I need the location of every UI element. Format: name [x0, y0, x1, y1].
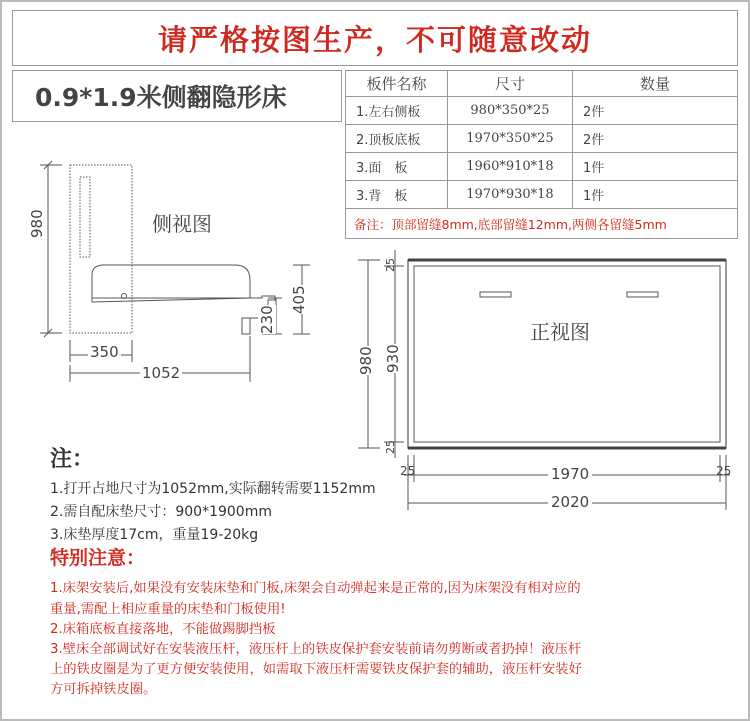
part-size: 1970*350*25: [448, 125, 573, 153]
part-size: 980*350*25: [448, 97, 573, 125]
side-dim-open: 1052: [142, 364, 181, 382]
special-line: 2.床箱底板直接落地，不能做踢脚挡板: [50, 622, 276, 637]
special-line: 方可拆掉铁皮圈。: [50, 682, 157, 697]
note-line: 3.床垫厚度17cm，重量19-20kg: [50, 527, 259, 543]
note-line: 2.需自配床垫尺寸：900*1900mm: [50, 504, 272, 520]
front-dim-right-gap: 25: [716, 464, 732, 478]
part-qty: 2件: [573, 125, 738, 153]
special-line: 上的铁皮圈是为了更方便安装使用，如需取下液压杆需要铁皮保护套的辅助，液压杆安装好: [50, 662, 582, 677]
special-title: 特别注意：: [50, 547, 146, 569]
header-size: 尺寸: [448, 71, 573, 97]
header-name: 板件名称: [346, 71, 448, 97]
part-qty: 1件: [573, 153, 738, 181]
part-size: 1960*910*18: [448, 153, 573, 181]
front-dim-top-gap: 25: [384, 258, 397, 272]
note-line: 1.打开占地尺寸为1052mm,实际翻转需要1152mm: [50, 481, 376, 497]
special-line: 重量,需配上相应重量的床垫和门板使用!: [50, 602, 286, 617]
front-dim-outer-width: 2020: [548, 493, 592, 511]
part-qty: 2件: [573, 97, 738, 125]
front-dim-outer-height: 980: [357, 346, 375, 375]
side-dim-bed-height: 405: [290, 285, 308, 314]
notes-section: [50, 442, 94, 473]
side-dim-height: 980: [28, 209, 46, 238]
part-name: 2.顶板底板: [346, 125, 448, 153]
table-remark: 备注：顶部留缝8mm,底部留缝12mm,两侧各留缝5mm: [346, 209, 738, 239]
front-dim-left-gap: 25: [400, 464, 416, 478]
model-title: 0.9*1.9米侧翻隐形床: [12, 70, 342, 122]
front-dim-inner-height: 930: [384, 344, 402, 373]
header-qty: 数量: [573, 71, 738, 97]
front-dim-inner-width: 1970: [548, 465, 592, 483]
side-view-label: 侧视图: [152, 212, 212, 236]
part-name: 1.左右侧板: [346, 97, 448, 125]
part-name: 3.面 板: [346, 153, 448, 181]
front-dim-bottom-gap: 25: [384, 440, 397, 454]
side-view-drawing: [40, 161, 310, 382]
part-size: 1970*930*18: [448, 181, 573, 209]
front-view-label: 正视图: [530, 320, 590, 344]
side-dim-foot: 230: [258, 305, 276, 334]
part-qty: 1件: [573, 181, 738, 209]
part-name: 3.背 板: [346, 181, 448, 209]
special-line: 3.壁床全部调试好在安装液压杆，液压杆上的铁皮保护套安装前请勿剪断或者扔掉！液压杆: [50, 642, 582, 657]
banner-text: 请严格按图生产，不可随意改动: [157, 22, 592, 57]
special-line: 1.床架安装后,如果没有安装床垫和门板,床架会自动弹起来是正常的,因为床架没有相对应的: [50, 581, 581, 596]
notes-title: 注：: [50, 447, 95, 472]
side-dim-depth: 350: [90, 343, 119, 361]
